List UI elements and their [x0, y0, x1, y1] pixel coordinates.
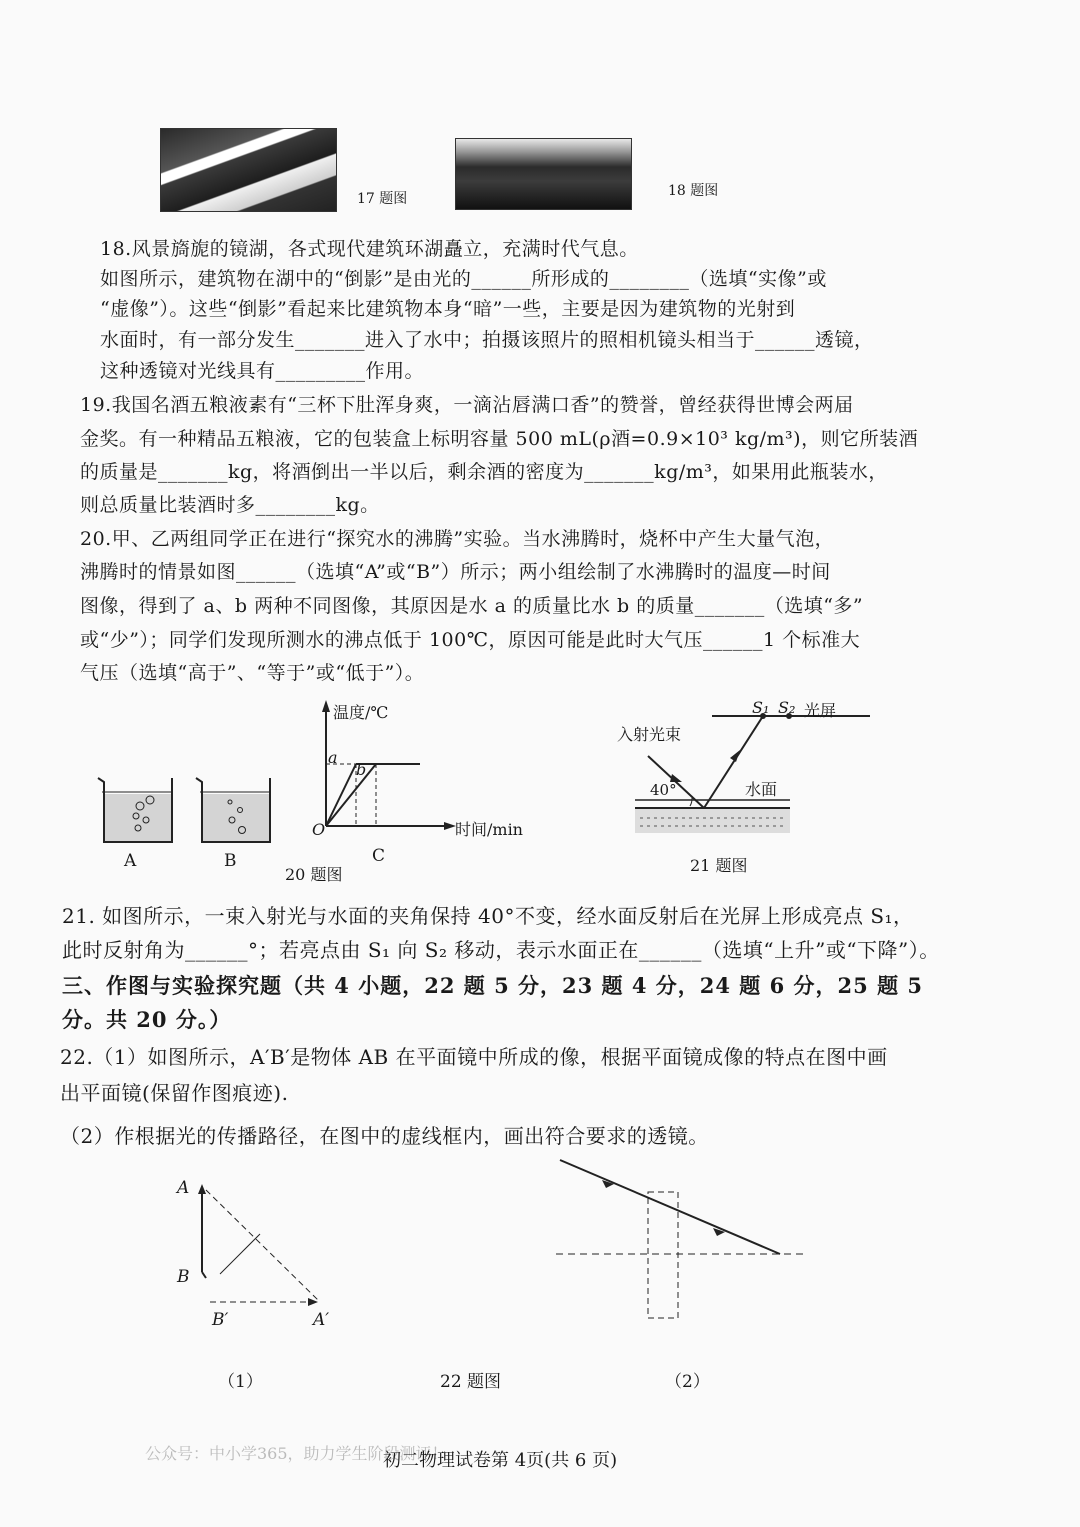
fig20-x-axis-label: 时间/min: [455, 820, 523, 839]
q18-line3: “虚像”）。这些“倒影”看起来比建筑物本身“暗”一些，主要是因为建筑物的光射到: [100, 298, 796, 320]
fig21-s2: S₂: [778, 698, 796, 717]
q20-line1: 20.甲、乙两组同学正在进行“探究水的沸腾”实验。当水沸腾时，烧杯中产生大量气泡，: [80, 528, 835, 550]
section3-heading-line2: 分。共 20 分。）: [62, 1007, 232, 1032]
q18-line2: 如图所示，建筑物在湖中的“倒影”是由光的______所形成的________（选填“实像”或: [100, 268, 827, 290]
q18-line5: 这种透镜对光线具有_________作用。: [100, 360, 425, 382]
fig21-water-label: 水面: [745, 780, 778, 799]
q19-line2: 金奖。有一种精品五粮液，它的包装盒上标明容量 500 mL(ρ酒=0.9×10³ kg/m³)，则它所装酒: [80, 428, 919, 450]
q18-line1: 18.风景旖旎的镜湖，各式现代建筑环湖矗立，充满时代气息。: [100, 238, 639, 260]
fig21-incident-label: 入射光束: [617, 725, 682, 744]
fig22-part2: [556, 1160, 806, 1318]
photo-fig17: [160, 128, 337, 212]
fig22-label-a-prime: A′: [313, 1310, 330, 1330]
q22-line1: 22.（1）如图所示，A′B′是物体 AB 在平面镜中所成的像，根据平面镜成像的特点在图中画: [60, 1045, 888, 1069]
fig20-curve-a: a: [328, 748, 338, 767]
fig20-origin: O: [312, 820, 326, 839]
caption-fig20: 20 题图: [285, 865, 343, 884]
q20-line5: 气压（选填“高于”、“等于”或“低于”）。: [80, 662, 425, 684]
fig22-sub2-label: （2）: [665, 1372, 710, 1392]
q19-line4: 则总质量比装酒时多________kg。: [80, 494, 380, 516]
fig21-screen-label: 光屏: [804, 701, 837, 720]
q18-line4: 水面时，有一部分发生_______进入了水中；拍摄该照片的照相机镜头相当于______透镜，: [100, 329, 874, 351]
fig22-label-a: A: [177, 1178, 190, 1198]
q20-line3: 图像，得到了 a、b 两种不同图像，其原因是水 a 的质量比水 b 的质量_______（选填“多”: [80, 595, 864, 617]
caption-fig17: 17 题图: [357, 191, 408, 207]
q21-line2: 此时反射角为______°；若亮点由 S₁ 向 S₂ 移动，表示水面正在______（选填“上升”或“下降”）。: [62, 938, 940, 962]
fig22-sub1-label: （1）: [218, 1372, 263, 1392]
page-footer: 初二物理试卷第 4页(共 6 页): [383, 1450, 618, 1471]
fig22-part1: [198, 1184, 320, 1306]
fig21-angle-label: 40°: [650, 781, 677, 799]
q20-line2: 沸腾时的情景如图______（选填“A”或“B”）所示；两小组绘制了水沸腾时的温度—时间: [80, 561, 831, 583]
fig20-label-b: B: [224, 851, 237, 871]
caption-fig21: 21 题图: [690, 856, 748, 875]
fig22-label-b-prime: B′: [212, 1310, 229, 1330]
fig20-label-a: A: [124, 851, 137, 871]
caption-fig22: 22 题图: [440, 1372, 502, 1392]
fig20-y-axis-label: 温度/℃: [333, 703, 389, 722]
fig20-label-c: C: [372, 846, 386, 866]
photo-fig18: [455, 138, 632, 210]
q19-line3: 的质量是_______kg，将酒倒出一半以后，剩余酒的密度为_______kg/m³，如果用此瓶装水，: [80, 461, 888, 483]
fig22-label-b: B: [177, 1267, 190, 1287]
q21-line1: 21. 如图所示，一束入射光与水面的夹角保持 40°不变，经水面反射后在光屏上形成亮点 S₁，: [62, 904, 914, 928]
watermark: 公众号：中小学365，助力学生阶段测评！: [145, 1444, 448, 1463]
q19-line1: 19.我国名酒五粮液素有“三杯下肚浑身爽，一滴沾唇满口香”的赞誉，曾经获得世博会两届: [80, 394, 854, 416]
fig22-drawings: [170, 1150, 830, 1330]
beaker-b: [196, 778, 270, 842]
section3-heading-line1: 三、作图与实验探究题（共 4 小题，22 题 5 分，23 题 4 分，24 题 6 分，25 题 5: [62, 973, 923, 998]
q20-line4: 或“少”）；同学们发现所测水的沸点低于 100℃，原因可能是此时大气压______1 个标准大: [80, 629, 861, 651]
q22-line2: 出平面镜(保留作图痕迹).: [60, 1081, 289, 1105]
q22-line3: （2）作根据光的传播路径，在图中的虚线框内，画出符合要求的透镜。: [60, 1124, 709, 1148]
fig20-curve-b: b: [356, 760, 367, 779]
beaker-a: [98, 778, 172, 842]
caption-fig18: 18 题图: [668, 183, 719, 199]
fig21-s1: S₁: [752, 698, 770, 717]
